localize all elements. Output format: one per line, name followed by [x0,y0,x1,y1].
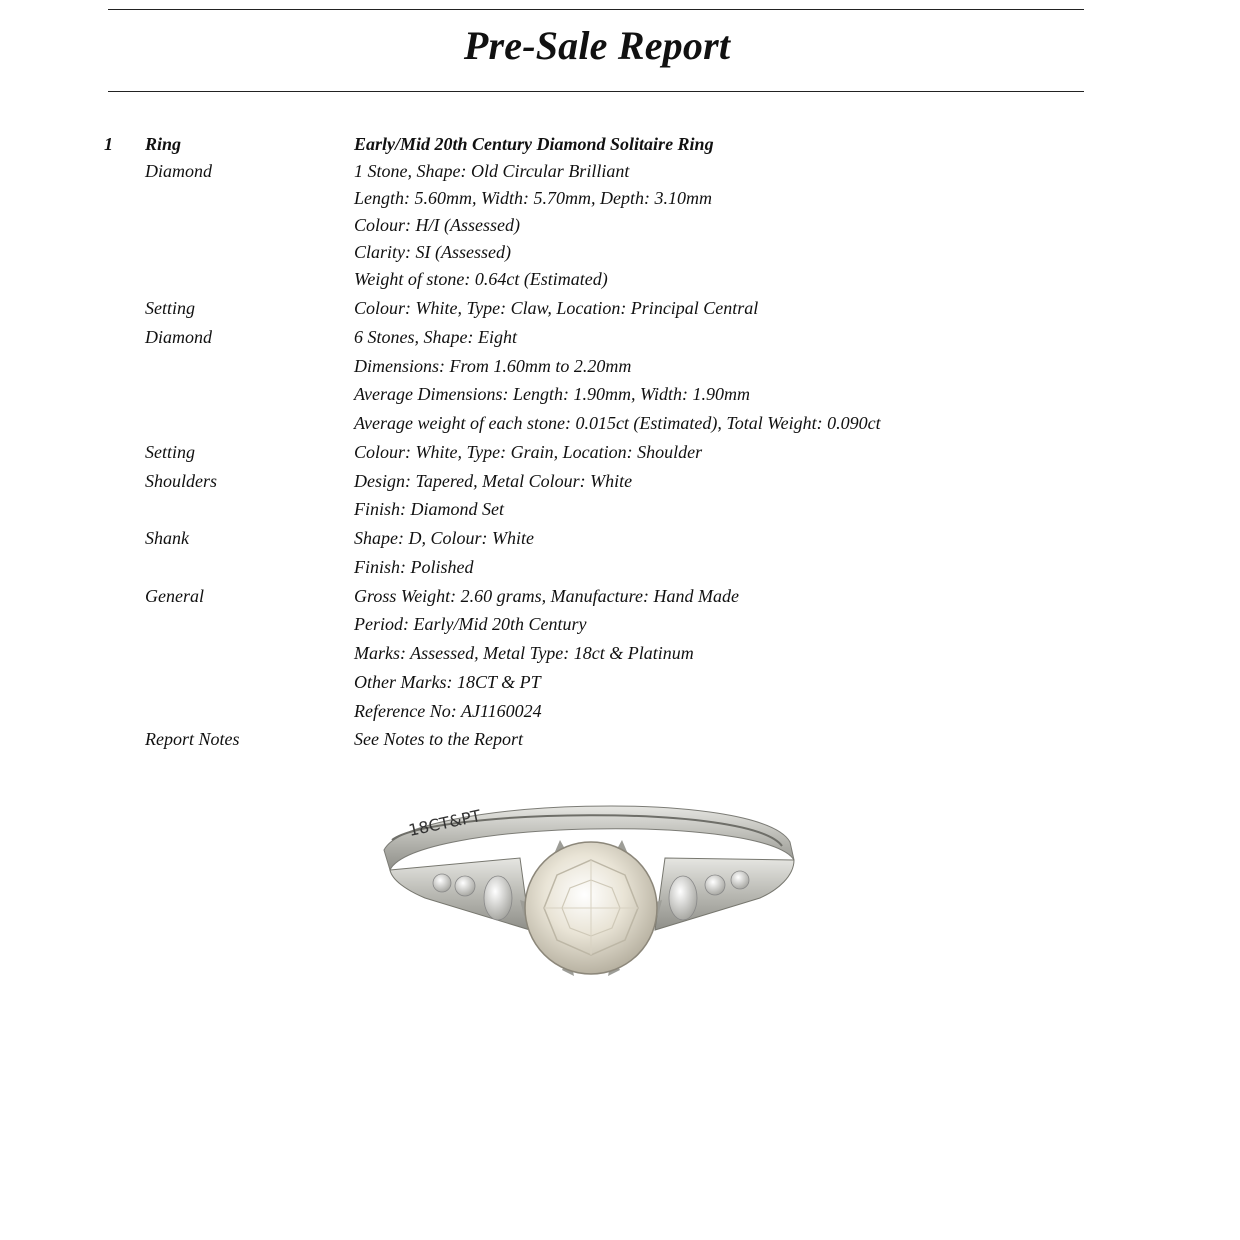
spec-label: General [145,586,204,606]
spec-row [0,356,1240,382]
spec-row [0,672,1240,698]
ring-engraving: 18CT&PT [406,806,483,840]
spec-value: Finish: Polished [354,557,474,577]
spec-value: 6 Stones, Shape: Eight [354,327,517,347]
spec-row [0,614,1240,640]
spec-row [0,188,1240,214]
spec-label: Report Notes [145,729,240,749]
spec-value: See Notes to the Report [354,729,523,749]
spec-value: Colour: H/I (Assessed) [354,215,520,235]
spec-value: Dimensions: From 1.60mm to 2.20mm [354,356,632,376]
spec-row [0,161,1240,187]
spec-value: Colour: White, Type: Grain, Location: Shoulder [354,442,703,462]
page-title: Pre-Sale Report [463,23,731,68]
spec-value: Average Dimensions: Length: 1.90mm, Width: 1.90mm [354,384,750,404]
spec-value: Design: Tapered, Metal Colour: White [354,471,633,491]
lot-number: 1 [104,134,113,154]
spec-label: Setting [145,442,195,462]
lot-header-row [0,134,1240,160]
spec-value: 1 Stone, Shape: Old Circular Brilliant [354,161,630,181]
spec-row [0,384,1240,410]
spec-label: Diamond [145,327,212,347]
spec-value: Finish: Diamond Set [354,499,504,519]
spec-row [0,298,1240,324]
spec-value: Reference No: AJ1160024 [354,701,542,721]
spec-row [0,643,1240,669]
bottom-rule [108,91,1084,92]
spec-row [0,471,1240,497]
spec-label: Setting [145,298,195,318]
spec-value: Weight of stone: 0.64ct (Estimated) [354,269,608,289]
spec-row [0,701,1240,727]
spec-row [0,442,1240,468]
spec-row [0,729,1240,755]
spec-value: Colour: White, Type: Claw, Location: Principal Central [354,298,759,318]
spec-value: Marks: Assessed, Metal Type: 18ct & Platinum [354,643,694,663]
spec-row [0,557,1240,583]
spec-row [0,269,1240,295]
diamond-ring-photo [370,780,810,1020]
spec-row [0,242,1240,268]
top-rule [108,9,1084,10]
spec-value: Period: Early/Mid 20th Century [354,614,587,634]
spec-row [0,413,1240,439]
spec-label: Diamond [145,161,212,181]
spec-row [0,528,1240,554]
spec-value: Shape: D, Colour: White [354,528,534,548]
lot-headline: Early/Mid 20th Century Diamond Solitaire Ring [354,134,714,154]
spec-value: Length: 5.60mm, Width: 5.70mm, Depth: 3.10mm [354,188,712,208]
spec-row [0,586,1240,612]
spec-row [0,327,1240,353]
spec-row [0,499,1240,525]
spec-label: Shoulders [145,471,217,491]
spec-value: Clarity: SI (Assessed) [354,242,511,262]
lot-category: Ring [145,134,182,154]
spec-value: Other Marks: 18CT & PT [354,672,541,692]
spec-value: Average weight of each stone: 0.015ct (Estimated), Total Weight: 0.090ct [354,413,881,433]
spec-value: Gross Weight: 2.60 grams, Manufacture: Hand Made [354,586,739,606]
spec-row [0,215,1240,241]
spec-label: Shank [145,528,189,548]
